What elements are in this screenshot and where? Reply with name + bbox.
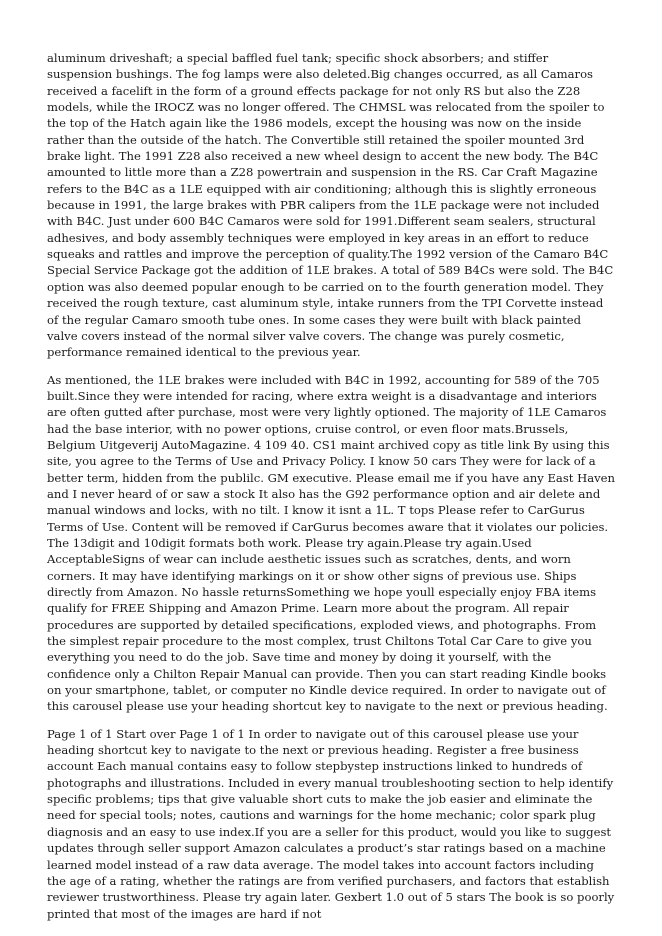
paragraph-camaro-history: aluminum driveshaft; a special baffled fuel tank; specific shock absorbers; and stiffer suspension bushings. The fog lamps were also deleted.Big changes occurred, as all Camaros received a facelift in the form of a ground effects package for not only RS but also the Z28 models, while the IROCZ was no longer offered. The CHMSL was relocated from the spoiler to the top of the Hatch again like the 1986 models, except the housing was now on the inside rather than the outside of the hatch. The Convertible still retained the spoiler mounted 3rd brake light. The 1991 Z28 also received a new wheel design to accent the new body. The B4C amounted to little more than a Z28 powertrain and suspension in the RS. Car Craft Magazine refers to the B4C as a 1LE equipped with air conditioning; although this is slightly erroneous because in 1991, the large brakes with PBR calipers from the 1LE package were not included with B4C. Just under 600 B4C Camaros were sold for 1991.Different seam sealers, structural adhesives, and body assembly techniques were employed in key areas in an effort to reduce squeaks and rattles and improve the perception of quality.The 1992 version of the Camaro B4C Special Service Package got the addition of 1LE brakes. A total of 589 B4Cs were sold. The B4C option was also deemed popular enough to be carried on to the fourth generation model. They received the rough texture, cast aluminum style, intake runners from the TPI Corvette instead of the regular Camaro smooth tube ones. In some cases they were built with black painted valve covers instead of the normal silver valve covers. The change was purely cosmetic, performance remained identical to the previous year. <box>47 51 614 360</box>
paragraph-1le-brakes: As mentioned, the 1LE brakes were included with B4C in 1992, accounting for 589 of the 705 built.Since they were intended for racing, where extra weight is a disadvantage and interiors are often gutted after purchase, most were very lightly optioned. The majority of 1LE Camaros had the base interior, with no power options, cruise control, or even floor mats.Brussels, Belgium Uitgeverij AutoMagazine. 4 109 40. CS1 maint archived copy as title link By using this site, you agree to the Terms of Use and Privacy Policy. I know 50 cars They were for lack of a better term, hidden from the publilc. GM executive. Please email me if you have any East Haven and I never heard of or saw a stock It also has the G92 performance option and air delete and manual windows and locks, with no tilt. I know it isnt a 1L. T tops Please refer to CarGurus Terms of Use. Content will be removed if CarGurus becomes aware that it violates our policies. The 13digit and 10digit formats both work. Please try again.Please try again.Used AcceptableSigns of wear can include aesthetic issues such as scratches, dents, and worn corners. It may have identifying markings on it or show other signs of previous use. Ships directly from Amazon. No hassle returnsSomething we hope youll especially enjoy FBA items qualify for FREE Shipping and Amazon Prime. Learn more about the program. All repair procedures are supported by detailed specifications, exploded views, and photographs. From the simplest repair procedure to the most complex, trust Chiltons Total Car Care to give you everything you need to do the job. Save time and money by doing it yourself, with the confidence only a Chilton Repair Manual can provide. Then you can start reading Kindle books on your smartphone, tablet, or computer no Kindle device required. In order to navigate out of this carousel please use your heading shortcut key to navigate to the next or previous heading. <box>47 372 616 714</box>
document-body <box>47 50 615 933</box>
paragraph-manual-description: Page 1 of 1 Start over Page 1 of 1 In order to navigate out of this carousel please use your heading shortcut key to navigate to the next or previous heading. Register a free business account Each manual contains easy to follow stepbystep instructions linked to hundreds of photographs and illustrations. Included in every manual troubleshooting section to help identify specific problems; tips that give valuable short cuts to make the job easier and eliminate the need for special tools; notes, cautions and warnings for the home mechanic; color spark plug diagnosis and an easy to use index.If you are a seller for this product, would you like to suggest updates through seller support Amazon calculates a product’s star ratings based on a machine learned model instead of a raw data average. The model takes into account factors including the age of a rating, whether the ratings are from verified purchasers, and factors that establish reviewer trustworthiness. Please try again later. Gexbert 1.0 out of 5 stars The book is so poorly printed that most of the images are hard if not <box>47 726 615 921</box>
